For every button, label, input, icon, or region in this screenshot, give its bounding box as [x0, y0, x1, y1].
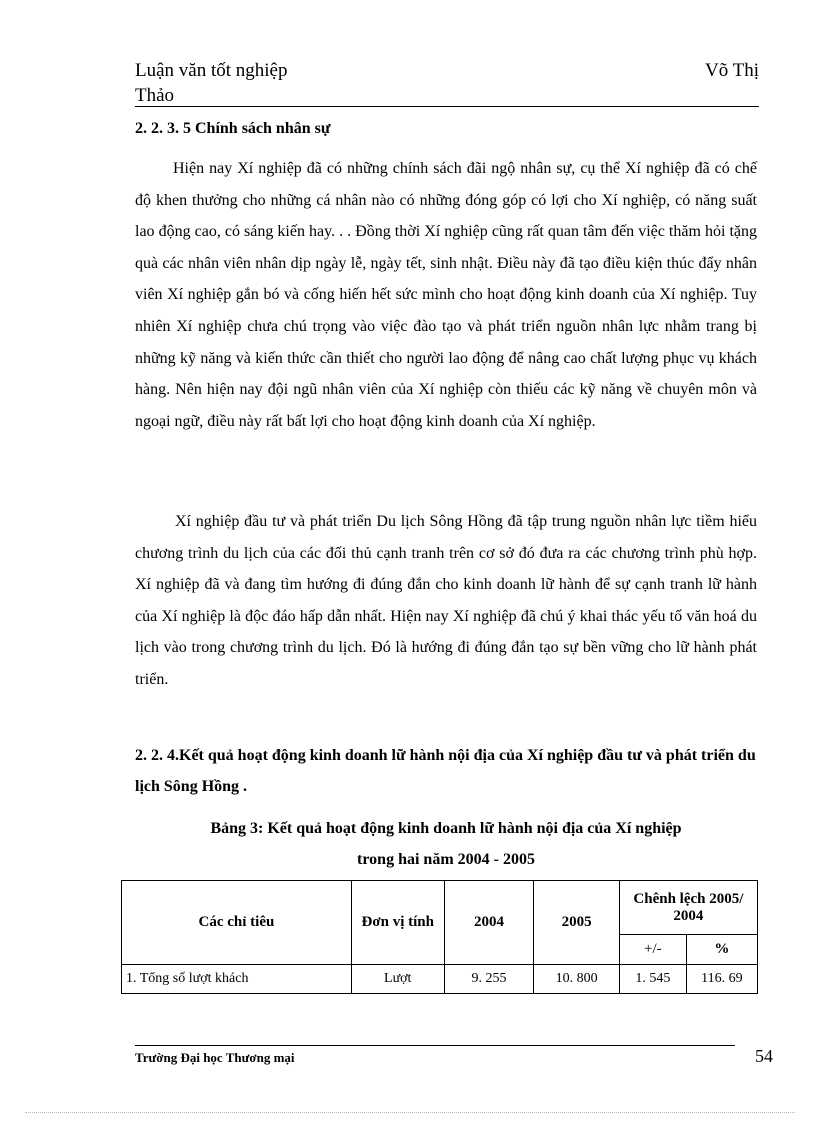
cell-unit: Lượt: [351, 965, 444, 994]
header-author-name: Võ Thị: [704, 60, 759, 81]
header-year-2004: 2004: [444, 881, 534, 965]
cell-indicator: 1. Tổng số lượt khách: [122, 965, 352, 994]
table-caption-line-1: Bảng 3: Kết quả hoạt động kinh doanh lữ hành nội địa của Xí nghiệp: [210, 820, 682, 837]
cell-year-2005: 10. 800: [534, 965, 620, 994]
cell-difference-absolute: 1. 545: [619, 965, 686, 994]
paragraph-personnel-policy: Hiện nay Xí nghiệp đã có những chính sách đãi ngộ nhân sự, cụ thể Xí nghiệp đã có chế độ khen thưởng cho những cá nhân nào có những đóng góp có lợi cho Xí nghiệp, có năng suất lao động cao, có sáng kiến hay. . . Đồng thời Xí nghiệp cũng rất quan tâm đến việc thăm hỏi tặng quà các nhân viên nhân dịp ngày lễ, ngày tết, sinh nhật. Điều này đã tạo điều kiện thúc đẩy nhân viên Xí nghiệp gắn bó và cống hiến hết sức mình cho hoạt động kinh doanh của Xí nghiệp. Tuy nhiên Xí nghiệp chưa chú trọng vào việc đào tạo và phát triển nguồn nhân lực nhằm trang bị những kỹ năng và kiến thức cần thiết cho người lao động để nâng cao chất lượng phục vụ khách hàng. Nên hiện nay đội ngũ nhân viên của Xí nghiệp còn thiếu các kỹ năng về chuyên môn và ngoại ngữ, điều này rất bất lợi cho hoạt động kinh doanh của Xí nghiệp.: [135, 160, 757, 430]
header-difference-percent: %: [686, 935, 757, 965]
section-heading-personnel-policy: 2. 2. 3. 5 Chính sách nhân sự: [135, 120, 331, 137]
paragraph-enterprise-strategy: Xí nghiệp đầu tư và phát triển Du lịch Sông Hồng đã tập trung nguồn nhân lực tiềm hiểu chương trình du lịch của các đối thủ cạnh tranh trên cơ sở đó đưa ra các chương trình phù hợp. Xí nghiệp đã và đang tìm hướng đi đúng đắn cho kinh doanh lữ hành để sự cạnh tranh lữ hành của Xí nghiệp là độc đáo hấp dẫn nhất. Hiện nay Xí nghiệp đã chú ý khai thác yếu tố văn hoá du lịch vào trong chương trình du lịch. Đó là hướng đi đúng đắn tạo sự bền vững cho lữ hành phát triển.: [135, 513, 757, 688]
results-table: [121, 880, 758, 994]
header-difference: Chênh lệch 2005/ 2004: [619, 881, 757, 935]
footer-school-name: Trường Đại học Thương mại: [135, 1050, 295, 1065]
cell-year-2004: 9. 255: [444, 965, 534, 994]
header-divider: [135, 106, 759, 107]
header-author-name-continuation: Thảo: [135, 85, 175, 106]
table-caption-line-2: trong hai năm 2004 - 2005: [357, 851, 535, 868]
page-number: 54: [755, 1046, 773, 1066]
header-difference-absolute: +/-: [619, 935, 686, 965]
table-row: [122, 965, 758, 994]
footer-divider: [135, 1045, 735, 1046]
page-bottom-dotted-edge: [25, 1112, 795, 1113]
section-heading-business-results: 2. 2. 4.Kết quả hoạt động kinh doanh lữ hành nội địa của Xí nghiệp đầu tư và phát triển du lịch Sông Hồng .: [135, 747, 756, 795]
header-indicator: Các chỉ tiêu: [122, 881, 352, 965]
header-thesis-label: Luận văn tốt nghiệp: [135, 60, 288, 81]
cell-difference-percent: 116. 69: [686, 965, 757, 994]
header-unit: Đơn vị tính: [351, 881, 444, 965]
header-year-2005: 2005: [534, 881, 620, 965]
